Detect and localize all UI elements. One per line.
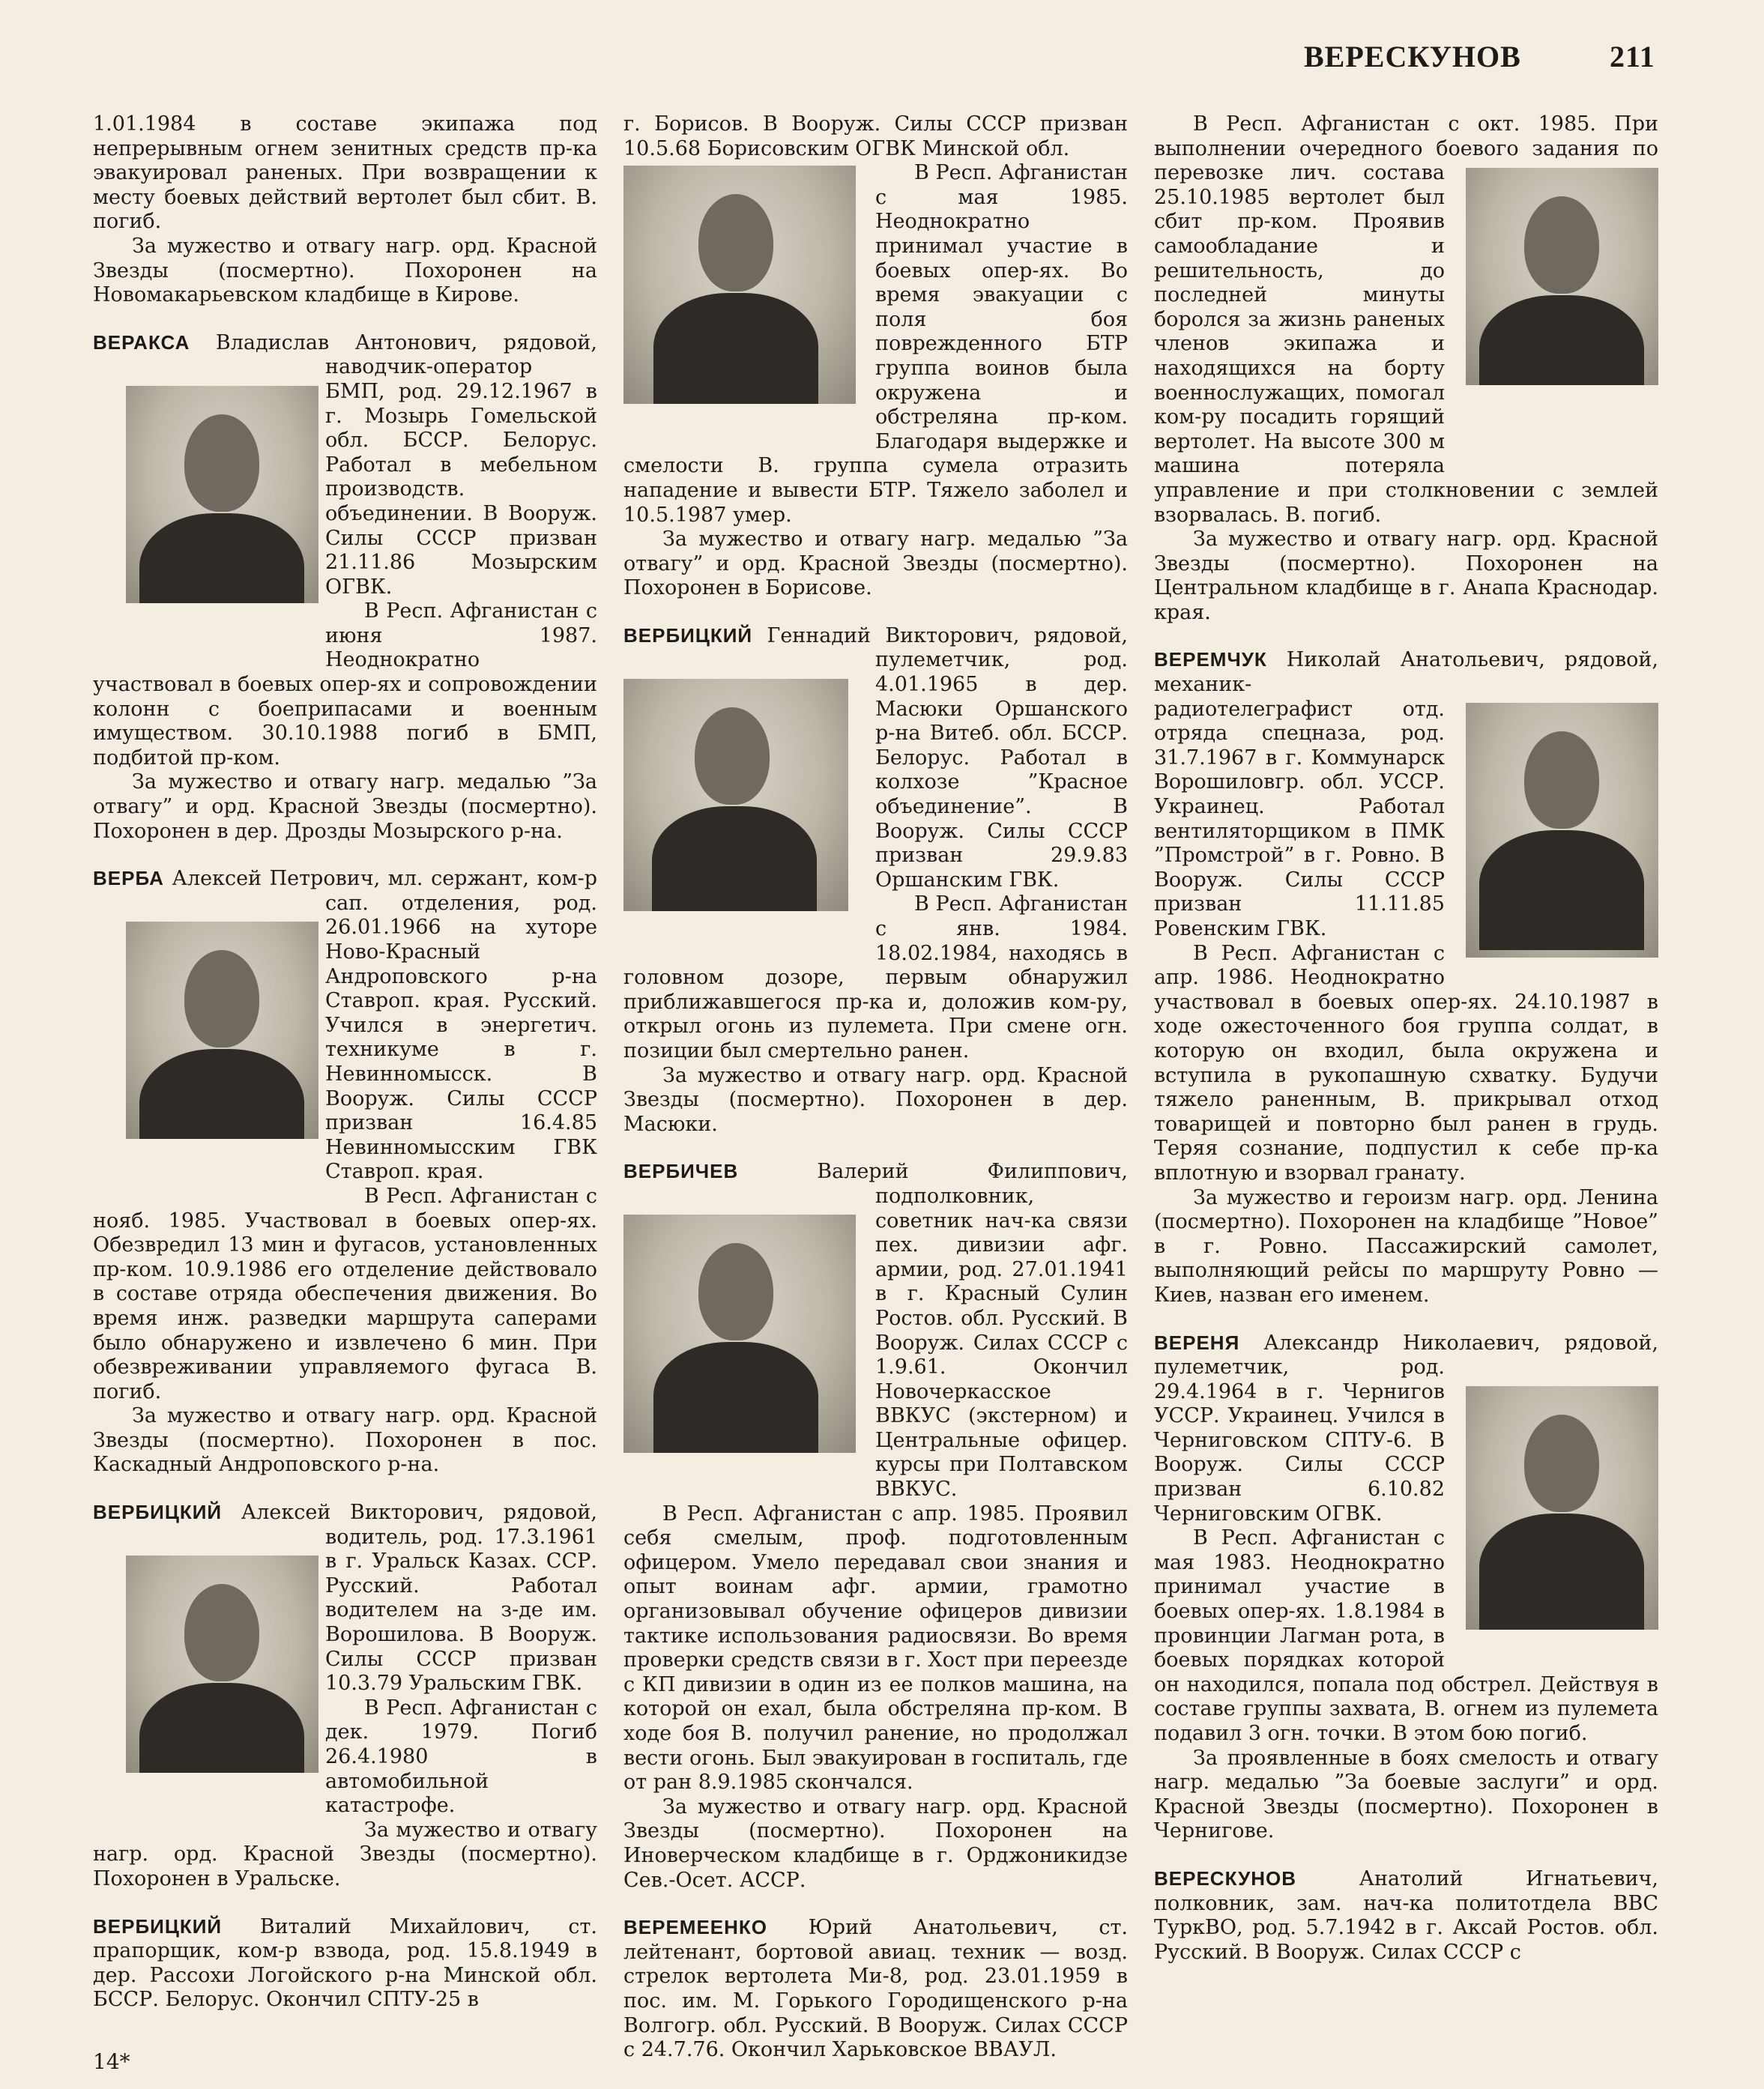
entry-text: Владислав Антонович, рядовой, наводчик-оператор БМП, род. 29.12.1967 в г. Мозырь Гомельской обл. БССР. Белорус. Работал в мебельном производств. объединении. В Вооруж. Силы СССР призван 21.11.86 Мозырским ОГВК.: [215, 330, 597, 599]
entry-text: Николай Анатольевич, рядовой, механик-радиотелеграфист отд. отряда спецназа, род. 31.7.1967 в г. Коммунарск Ворошиловгр. обл. УССР. Украинец. Работал вентиляторщиком в ПМК ”Промстрой” в г. Ровно. В Вооруж. Силы СССР призван 11.11.85 Ровенским ГВК.: [1154, 648, 1658, 940]
portrait-photo: [1466, 1386, 1658, 1630]
paragraph: В Респ. Афганистан с дек. 1979. Погиб 26.4.1980 в автомобильной катастрофе.: [325, 1696, 597, 1818]
entry-verbichev: [623, 1159, 1128, 1502]
entry-name: ВЕРБИЦКИЙ: [93, 1501, 223, 1524]
entry-name: ВЕРАКСА: [93, 330, 190, 354]
portrait-photo: [126, 1556, 318, 1773]
entry-verbitsky-gennady: [623, 623, 1128, 893]
paragraph: В Респ. Афганистан с апр. 1986. Неоднократно участвовал в боевых опер-ях. 24.10.1987 в ходе ожесточенного боя группа солдат, в которую он входил, была окружена и вступила в рукопашную схватку. Будучи тяжело раненным, В. прикрывал отход товарищей и повторно был ранен в грудь. Теряя сознание, подпустил к себе пр-ка вплотную и взорвал гранату.: [1154, 941, 1658, 1185]
entry-verbitsky-aleksey: [93, 1500, 597, 1696]
portrait-photo: [1466, 168, 1658, 385]
entry-name: ВЕРЕНЯ: [1154, 1331, 1240, 1354]
entry-text: Геннадий Викторович, рядовой, пулеметчик, род. 4.01.1965 в дер. Масюки Оршанского р-на Витеб. обл. БССР. Белорус. Работал в колхозе ”Красное объединение”. В Вооруж. Силы СССР призван 29.9.83 Оршанским ГВК.: [767, 623, 1128, 892]
paragraph: г. Борисов. В Вооруж. Силы СССР призван 10.5.68 Борисовским ОГВК Минской обл.: [623, 112, 1128, 160]
paragraph: 1.01.1984 в составе экипажа под непрерывным огнем зенитных средств пр-ка эвакуировал раненых. При возвращении к месту боевых действий вертолет был сбит. В. погиб.: [93, 112, 597, 234]
portrait-photo: [623, 1215, 856, 1453]
entry-name: ВЕРЕМЕЕНКО: [623, 1916, 768, 1939]
portrait-photo: [623, 679, 848, 911]
entry-name: ВЕРЕМЧУК: [1154, 648, 1267, 671]
portrait-photo: [126, 386, 318, 603]
paragraph: За мужество и отвагу нагр. медалью ”За отвагу” и орд. Красной Звезды (посмертно). Похоронен в Борисове.: [623, 527, 1128, 600]
entry-text: Анатолий Игнатьевич, полковник, зам. нач-ка политотдела ВВС ТуркВО, род. 5.7.1942 в г. Аксай Ростов. обл. Русский. В Вооруж. Силах СССР с: [1154, 1866, 1658, 1964]
paragraph-text: В Респ. Афганистан с окт. 1985. При выполнении очередного боевого задания по перевозке лич. состава 25.10.1985 вертолет был сбит пр-ком. Проявив самообладание и решительность, до последней минуты боролся за жизнь раненых членов экипажа и находящихся на борту военнослужащих, помогал ком-ру посадить горящий вертолет. На высоте 300 м машина потеряла управление и при столкновении с землей взорвалась. В. погиб.: [1154, 112, 1658, 527]
running-head: ВЕРЕСКУНОВ: [1304, 40, 1521, 73]
paragraph: В Респ. Афганистан с июня 1987. Неоднократно участвовал в боевых опер-ях и сопровождении колонн с боеприпасами и военным имуществом. 30.10.1988 погиб в БМП, подбитой пр-ком.: [93, 599, 597, 770]
paragraph: В Респ. Афганистан с янв. 1984. 18.02.1984, находясь в головном дозоре, первым обнаружил приближавшегося пр-ка и, доложив ком-ру, открыл огонь из пулемета. При смене огн. позиции был смертельно ранен.: [623, 892, 1128, 1062]
paragraph: За проявленные в боях смелость и отвагу нагр. медалью ”За боевые заслуги” и орд. Красной Звезды (посмертно). Похоронен в Чернигове.: [1154, 1746, 1658, 1843]
entry-name: ВЕРБИЦКИЙ: [623, 623, 753, 647]
entry-veremeenko: [623, 1915, 1128, 2063]
entry-verba: [93, 866, 597, 1185]
signature-mark: 14*: [93, 2049, 130, 2074]
entry-vereskunov: [1154, 1866, 1658, 1965]
entry-name: ВЕРБИЧЕВ: [623, 1160, 739, 1183]
paragraph: [1154, 112, 1658, 527]
column-3: [1154, 112, 1658, 1965]
entry-text: Александр Николаевич, рядовой, пулеметчик, род. 29.4.1964 в г. Чернигов УССР. Украинец. Учился в Черниговском СПТУ-6. В Вооруж. Силы СССР призван 6.10.82 Черниговским ОГВК.: [1154, 1331, 1658, 1526]
entry-text: Валерий Филиппович, подполковник, советник нач-ка связи пех. дивизии афг. армии, род. 27.01.1941 в г. Красный Сулин Ростов. обл. Русский. В Вооруж. Силах СССР с 1.9.61. Окончил Новочеркасское ВВКУС (экстерном) и Центральные офицер. курсы при Полтавском ВВКУС.: [817, 1160, 1128, 1502]
entry-text: Алексей Викторович, рядовой, водитель, род. 17.3.1961 в г. Уральск Казах. ССР. Русский. Работал водителем на з-де им. Ворошилова. В Вооруж. Силы СССР призван 10.3.79 Уральским ГВК.: [241, 1501, 597, 1696]
entry-verbitsky-vitaly: [93, 1914, 597, 2013]
portrait-photo: [1466, 703, 1658, 958]
entry-name: ВЕРБА: [93, 867, 164, 890]
entry-text: Алексей Петрович, мл. сержант, ком-р сап. отделения, род. 26.01.1966 на хуторе Ново-Красный Андроповского р-на Ставроп. края. Русский. Учился в энергетич. техникуме в г. Невинномысск. В Вооруж. Силы СССР призван 16.4.85 Невинномысским ГВК Ставроп. края.: [172, 867, 597, 1184]
entry-name: ВЕРЕСКУНОВ: [1154, 1866, 1297, 1890]
paragraph: За мужество и отвагу нагр. медалью ”За отвагу” и орд. Красной Звезды (посмертно). Похоронен в дер. Дрозды Мозырского р-на.: [93, 770, 597, 843]
paragraph: За мужество и героизм нагр. орд. Ленина (посмертно). Похоронен на кладбище ”Новое” в г. Ровно. Пассажирский самолет, выполняющий рейсы по маршруту Ровно — Киев, назван его именем.: [1154, 1185, 1658, 1307]
paragraph: За мужество и отвагу нагр. орд. Красной Звезды (посмертно). Похоронен в пос. Каскадный Андроповского р-на.: [93, 1404, 597, 1477]
paragraph: В Респ. Афганистан с апр. 1985. Проявил себя смелым, проф. подготовленным офицером. Умело передавал свои знания и опыт воинам афг. армии, грамотно организовывал обучение офицеров дивизии тактике использования радиосвязи. Во время проверки средств связи в г. Хост при переезде с КП дивизии в один из ее полков машина, на которой он ехал, была обстреляна пр-ком. В ходе боя В. получил ранение, но продолжал вести огонь. Был эвакуирован в госпиталь, где от ран 8.9.1985 скончался.: [623, 1502, 1128, 1795]
paragraph: В Респ. Афганистан с нояб. 1985. Участвовал в боевых опер-ях. Обезвредил 13 мин и фугасов, установленных пр-ком. 10.9.1986 его отделение действовало в составе отряда обеспечения движения. Во время инж. разведки маршрута саперами было обнаружено и извлечено 6 мин. При обезвреживании управляемого фугаса В. погиб.: [93, 1184, 597, 1403]
paragraph: За мужество и отвагу нагр. орд. Красной Звезды (посмертно). Похоронен на Новомакарьевском кладбище в Кирове.: [93, 234, 597, 307]
entry-veraksa: [93, 330, 597, 600]
entry-name: ВЕРБИЦКИЙ: [93, 1914, 223, 1938]
paragraph: За мужество и отвагу нагр. орд. Красной Звезды (посмертно). Похоронен на Центральном кладбище в г. Анапа Краснодар. края.: [1154, 527, 1658, 624]
paragraph: За мужество и отвагу нагр. орд. Красной Звезды (посмертно). Похоронен на Иноверческом кладбище в г. Орджоникидзе Сев.-Осет. АССР.: [623, 1795, 1128, 1892]
portrait-photo: [126, 922, 318, 1139]
paragraph: [623, 161, 1128, 527]
paragraph: За мужество и отвагу нагр. орд. Красной Звезды (посмертно). Похоронен в дер. Масюки.: [623, 1063, 1128, 1136]
entry-text: Виталий Михайлович, ст. прапорщик, ком-р взвода, род. 15.8.1949 в дер. Рассохи Логойского р-на Минской обл. БССР. Белорус. Окончил СПТУ-25 в: [93, 1914, 597, 2012]
column-1: [93, 112, 597, 2013]
entry-text: Юрий Анатольевич, ст. лейтенант, бортовой авиац. техник — возд. стрелок вертолета Ми-8, род. 23.01.1959 в пос. им. М. Горького Городищенского р-на Волгогр. обл. Русский. В Вооруж. Силах СССР с 24.7.76. Окончил Харьковское ВВАУЛ.: [623, 1916, 1128, 2062]
portrait-photo: [623, 166, 856, 404]
paragraph-text: В Респ. Афганистан с мая 1985. Неоднократно принимал участие в боевых опер-ях. Во время эвакуации с поля боя поврежденного БТР группа воинов была окружена и обстреляна пр-ком. Благодаря выдержке и смелости В. группа сумела отразить нападение и вывести БТР. Тяжело заболел и 10.5.1987 умер.: [623, 161, 1128, 527]
column-2: [623, 112, 1128, 2063]
entry-veremchuk: [1154, 647, 1658, 941]
paragraph: За мужество и отвагу нагр. орд. Красной Звезды (посмертно). Похоронен в Уральске.: [93, 1818, 597, 1890]
entry-verenya: [1154, 1331, 1658, 1527]
paragraph: В Респ. Афганистан с мая 1983. Неоднократно принимал участие в боевых опер-ях. 1.8.1984 в провинции Лагман рота, в боевых порядках которой он находился, попала под обстрел. Действуя в составе группы захвата, В. огнем из пулемета подавил 3 огн. точки. В этом бою погиб.: [1154, 1526, 1658, 1745]
page-number: 211: [1610, 40, 1655, 73]
